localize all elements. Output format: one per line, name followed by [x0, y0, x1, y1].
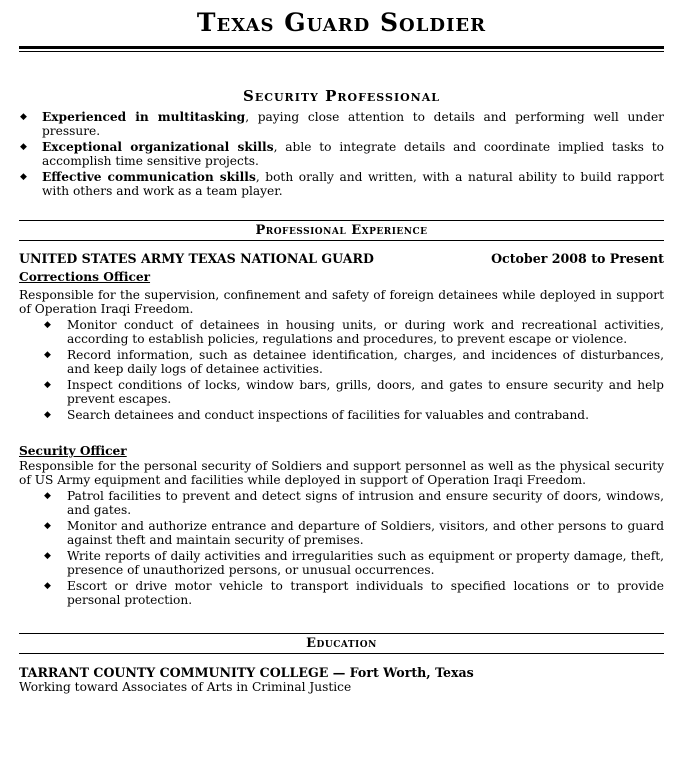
duty-item: ◆ Inspect conditions of locks, window bars, grills, doors, and gates to ensure security and help prevent escapes.: [43, 378, 664, 406]
duty-item: ◆ Search detainees and conduct inspections of facilities for valuables and contraband.: [43, 408, 664, 422]
summary-text: , paying close attention to details and performing well under pressure.: [42, 110, 664, 138]
summary-item: [19, 170, 664, 198]
candidate-name: Texas Guard Soldier: [196, 8, 487, 37]
job-title: Corrections Officer: [19, 270, 151, 284]
duty-item: ◆ Monitor conduct of detainees in housing units, or during work and recreational activities, according to establish policies, regulations and procedures, to prevent escape or violence.: [43, 318, 664, 346]
summary-list: [19, 110, 664, 198]
header-rule-thick: [19, 46, 664, 49]
employer-name: UNITED STATES ARMY TEXAS NATIONAL GUARD: [19, 251, 374, 266]
summary-item: [19, 110, 664, 138]
duties-list: [43, 489, 664, 607]
school-name: TARRANT COUNTY COMMUNITY COLLEGE — Fort Worth, Texas: [19, 665, 474, 680]
job-description: Responsible for the supervision, confinement and safety of foreign detainees while deployed in support of Operation Iraqi Freedom.: [19, 288, 664, 316]
section-heading-education: Education: [19, 633, 664, 654]
employment-dates: October 2008 to Present: [491, 251, 664, 266]
duty-item: ◆ Monitor and authorize entrance and departure of Soldiers, visitors, and other persons to guard against theft and maintain security of premises.: [43, 519, 664, 547]
summary-lead: Experienced in multitasking: [42, 110, 246, 124]
summary-text: , both orally and written, with a natural ability to build rapport with others and work as a team player.: [42, 170, 664, 198]
summary-item: [19, 140, 664, 168]
summary-lead: Exceptional organizational skills: [42, 140, 274, 154]
spacer: [19, 422, 664, 440]
section-heading-experience: Professional Experience: [19, 220, 664, 241]
summary-lead: Effective communication skills: [42, 170, 256, 184]
headline: Security Professional: [242, 87, 440, 105]
duties-list: [43, 318, 664, 422]
job-description: Responsible for the personal security of Soldiers and support personnel as well as the physical security of US Army equipment and facilities while deployed in support of Operation Iraqi Freedom.: [19, 459, 664, 487]
duty-item: ◆ Record information, such as detainee identification, charges, and incidences of disturbances, and keep daily logs of detainee activities.: [43, 348, 664, 376]
job-title: Security Officer: [19, 444, 127, 458]
degree-line: Working toward Associates of Arts in Criminal Justice: [19, 680, 352, 694]
summary-text: , able to integrate details and coordinate implied tasks to accomplish time sensitive projects.: [42, 140, 665, 168]
employer-row: [19, 252, 664, 266]
duty-item: ◆ Escort or drive motor vehicle to transport individuals to specified locations or to provide personal protection.: [43, 579, 664, 607]
header-rule-thin: [19, 51, 664, 52]
duty-item: ◆ Patrol facilities to prevent and detect signs of intrusion and ensure security of doors, windows, and gates.: [43, 489, 664, 517]
duty-item: ◆ Write reports of daily activities and irregularities such as equipment or property damage, theft, presence of unauthorized persons, or unusual occurrences.: [43, 549, 664, 577]
